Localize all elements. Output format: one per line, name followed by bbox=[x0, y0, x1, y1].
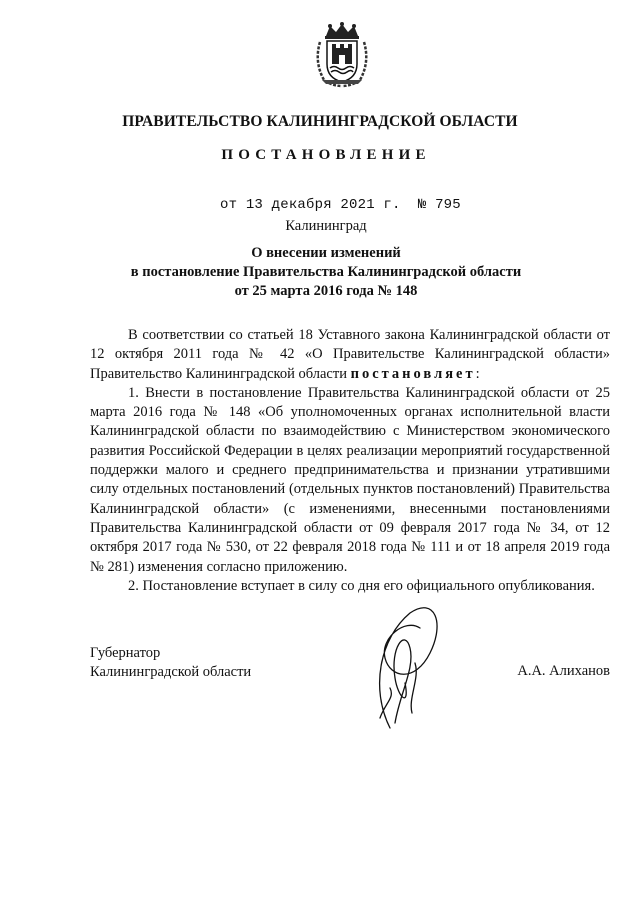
title-line: О внесении изменений bbox=[251, 245, 401, 261]
number-sign: № bbox=[417, 197, 427, 213]
city: Калининград bbox=[285, 218, 367, 234]
preamble-paragraph bbox=[90, 326, 610, 384]
signatory-position bbox=[90, 644, 251, 682]
document-title bbox=[0, 244, 640, 301]
coat-of-arms-icon bbox=[312, 22, 372, 88]
decree-word: постановляет bbox=[350, 365, 476, 382]
item-1-paragraph: 1. Внести в постановление Правительства Калининградской области от 25 марта 2016 года № 148 «Об уполномоченных органах исполнительной власти Калининградской области по взаимодействию с Министерством экономического развития Российской Федерации в целях реализации мероприятий государственной поддержки малого и среднего предпринимательства и признании утратившими силу отдельных постановлений (отдельных пунктов постановлений) Правительства Калининградской области» (с изменениями, внесенными постановлениями Правительства Калининградской области от 09 февраля 2017 года № 34, от 12 октября 2017 года № 530, от 22 февраля 2018 года № 111 и от 18 апреля 2019 года № 281) изменения согласно приложению. bbox=[90, 384, 610, 575]
document-date: 13 декабря 2021 г. bbox=[245, 197, 401, 213]
item-2-paragraph: 2. Постановление вступает в силу со дня его официального опубликования. bbox=[128, 577, 595, 594]
document-body bbox=[90, 326, 610, 596]
decree-colon: : bbox=[475, 365, 480, 382]
document-number: 795 bbox=[435, 197, 461, 213]
organization-title: ПРАВИТЕЛЬСТВО КАЛИНИНГРАДСКОЙ ОБЛАСТИ bbox=[122, 113, 518, 130]
title-line: от 25 марта 2016 года № 148 bbox=[234, 283, 418, 299]
date-number-line bbox=[220, 197, 461, 213]
preamble-text: В соответствии со статьей 18 Уставного закона Калининградской области от 12 октября 2011 года № 42 «О Правительстве Калининградской области» Правительство Калининградской области bbox=[90, 327, 610, 382]
handwritten-signature-icon bbox=[360, 598, 450, 738]
date-prefix: от bbox=[220, 197, 238, 213]
document-type: ПОСТАНОВЛЕНИЕ bbox=[221, 147, 431, 163]
position-line: Калининградской области bbox=[90, 664, 252, 680]
signatory-name: А.А. Алиханов bbox=[517, 663, 610, 679]
title-line: в постановление Правительства Калининградской области bbox=[130, 264, 522, 280]
position-line: Губернатор bbox=[90, 645, 161, 661]
